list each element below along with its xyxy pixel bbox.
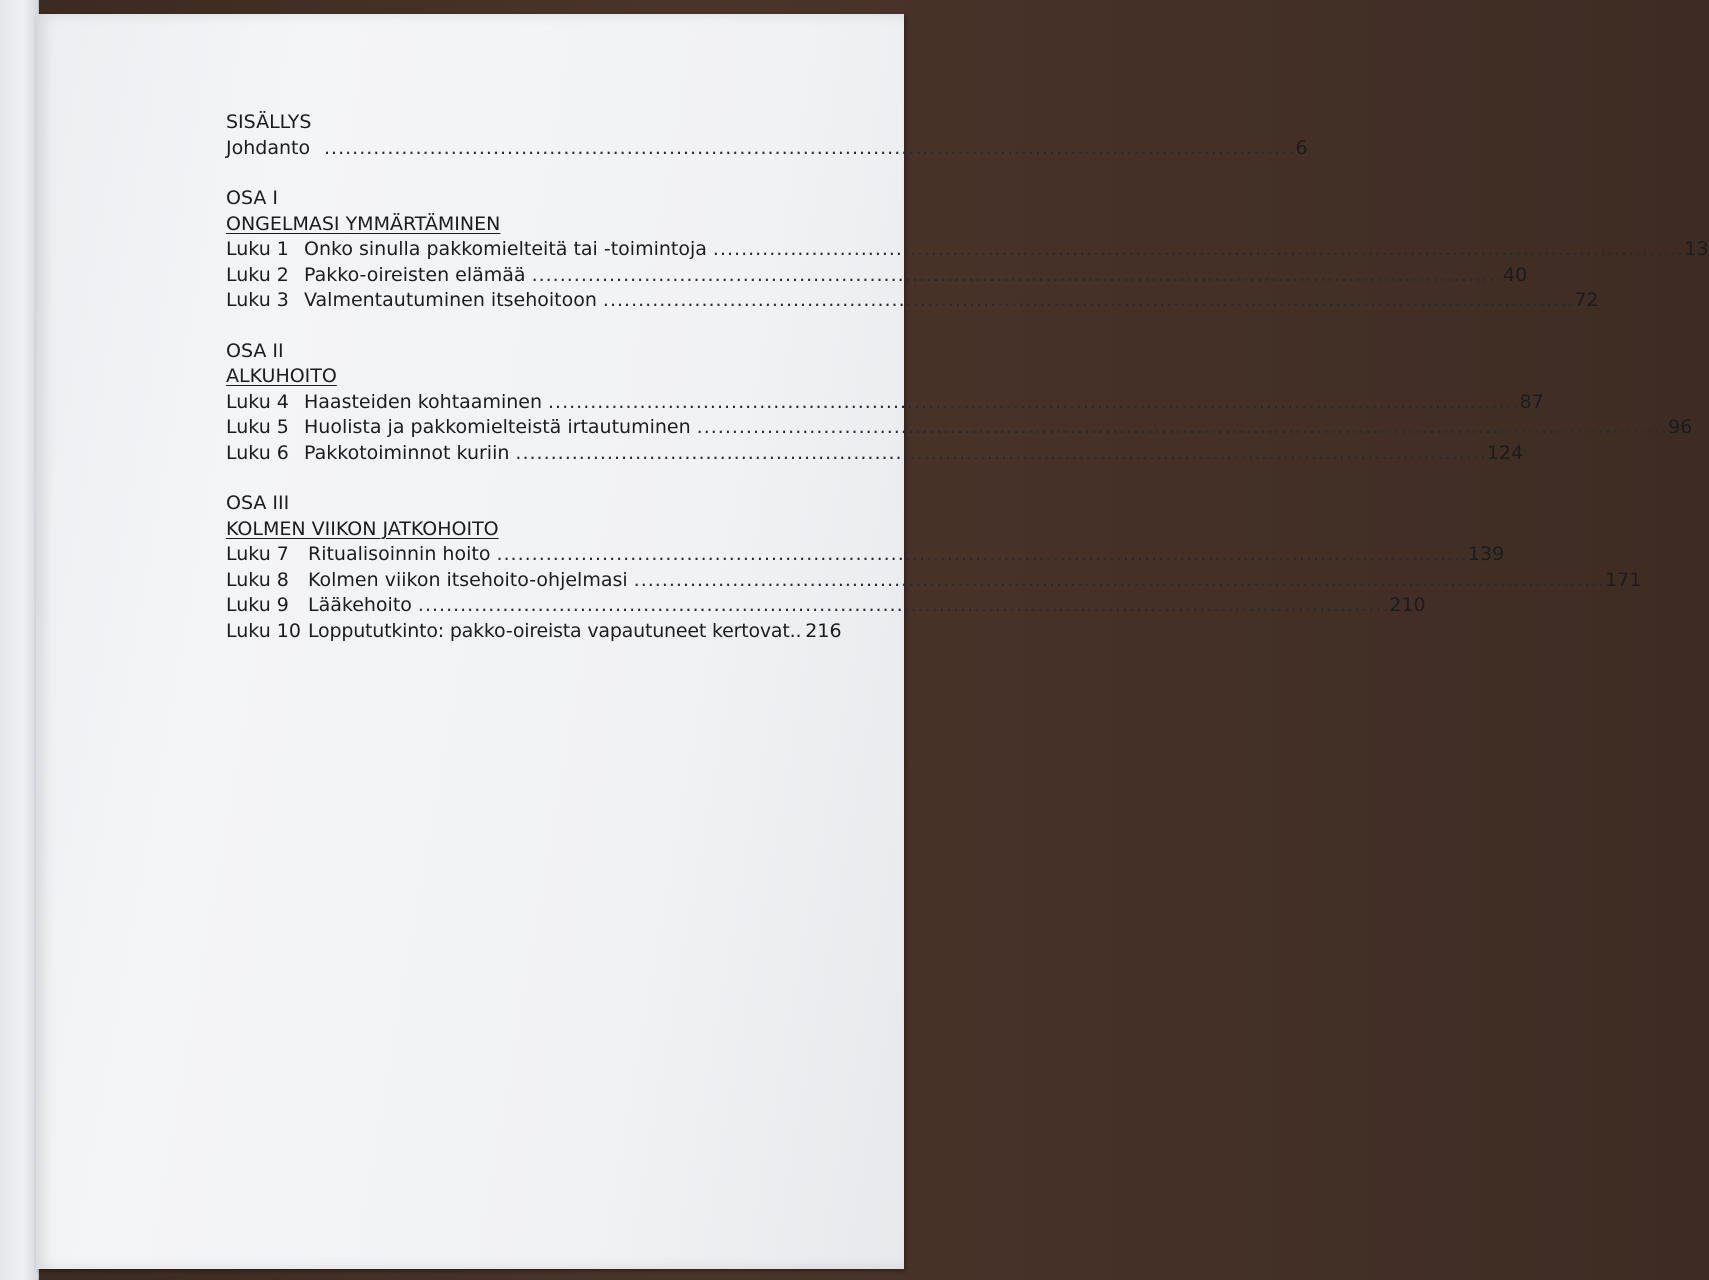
part-2-name: ALKUHOITO xyxy=(226,365,337,387)
part-1-label: OSA I xyxy=(226,187,279,209)
chapter-page: 96 xyxy=(1668,416,1693,438)
toc-entry xyxy=(226,263,1528,289)
facing-page-edge xyxy=(0,0,39,1280)
part-2-label: OSA II xyxy=(226,339,284,362)
dot-leader: .......................................................................................................................................... xyxy=(633,568,1606,591)
table-of-contents xyxy=(226,110,1709,644)
toc-entry xyxy=(226,542,1505,568)
chapter-page: 124 xyxy=(1486,441,1524,464)
chapter-title: Pakkotoiminnot kuriin xyxy=(304,441,510,464)
dot-leader: .......................................................................................................................................... xyxy=(417,594,1390,616)
chapter-number: Luku 7 xyxy=(226,543,289,565)
chapter-title: Ritualisoinnin hoito xyxy=(308,543,491,565)
dot-leader: .......................................................................................................................................... xyxy=(496,543,1468,565)
intro-title: Johdanto xyxy=(226,136,311,159)
part-label xyxy=(226,491,846,517)
chapter-number: Luku 8 xyxy=(226,568,289,591)
dot-leader: .......................................................................................................................................... xyxy=(515,441,1487,464)
chapter-title: Kolmen viikon itsehoito-ohjelmasi xyxy=(308,568,628,591)
part-3-label: OSA III xyxy=(226,492,290,514)
chapter-title: Pakko-oireisten elämää xyxy=(304,263,526,286)
chapter-page: 216 xyxy=(805,619,842,642)
chapter-title: Lääkehoito xyxy=(308,594,412,616)
part-label xyxy=(226,186,846,212)
part-name xyxy=(226,364,846,390)
chapter-title: Onko sinulla pakkomielteitä tai -toimintoja xyxy=(304,238,707,260)
chapter-page: 139 xyxy=(1467,543,1505,565)
part-name xyxy=(226,517,846,543)
chapter-page: 40 xyxy=(1503,263,1528,286)
part-1-name: ONGELMASI YMMÄRTÄMINEN xyxy=(226,212,501,235)
toc-entry xyxy=(226,288,1599,314)
chapter-title: Valmentautuminen itsehoitoon xyxy=(304,289,597,311)
chapter-title: Huolista ja pakkomielteistä irtautuminen xyxy=(304,416,691,438)
toc-entry xyxy=(226,415,1693,441)
chapter-number: Luku 9 xyxy=(226,594,289,616)
dot-leader: .......................................................................................................................................... xyxy=(712,238,1685,260)
toc-entry xyxy=(226,390,1544,416)
chapter-number: Luku 1 xyxy=(226,238,289,260)
dot-leader: .......................................................................................................................................... xyxy=(602,289,1575,311)
chapter-page: 87 xyxy=(1519,390,1544,413)
chapter-page: 13 xyxy=(1684,238,1709,260)
chapter-page: 72 xyxy=(1574,289,1599,311)
chapter-number: Luku 5 xyxy=(226,416,289,438)
dot-leader: .......................................................................................................................................... xyxy=(324,136,1296,159)
toc-entry xyxy=(226,441,1524,467)
chapter-number: Luku 10 xyxy=(226,619,301,642)
chapter-number: Luku 3 xyxy=(226,289,289,311)
dot-leader: .......................................................................................................................................... xyxy=(548,390,1520,413)
toc-title: SISÄLLYS xyxy=(226,111,312,133)
intro-page: 6 xyxy=(1295,136,1308,159)
book-page xyxy=(36,14,1709,1269)
toc-entry xyxy=(226,619,846,645)
toc-entry xyxy=(226,593,1426,619)
chapter-number: Luku 2 xyxy=(226,263,289,286)
chapter-number: Luku 6 xyxy=(226,441,289,464)
part-label xyxy=(226,339,846,365)
dot-leader: .......................................................................................................................................... xyxy=(696,416,1669,438)
toc-entry-intro xyxy=(226,136,1308,162)
part-name xyxy=(226,212,846,238)
dot-leader: .......................................................................................................................................... xyxy=(531,263,1504,286)
toc-entry xyxy=(226,568,1642,594)
chapter-page: 171 xyxy=(1605,568,1642,591)
toc-heading xyxy=(226,110,846,136)
chapter-title: Haasteiden kohtaaminen xyxy=(304,390,543,413)
chapter-number: Luku 4 xyxy=(226,390,289,413)
chapter-page: 210 xyxy=(1389,594,1426,616)
part-3-name: KOLMEN VIIKON JATKOHOITO xyxy=(226,517,499,540)
toc-entry xyxy=(226,237,1709,263)
chapter-title: Loppututkinto: pakko-oireista vapautuneet kertovat.. xyxy=(308,619,802,642)
